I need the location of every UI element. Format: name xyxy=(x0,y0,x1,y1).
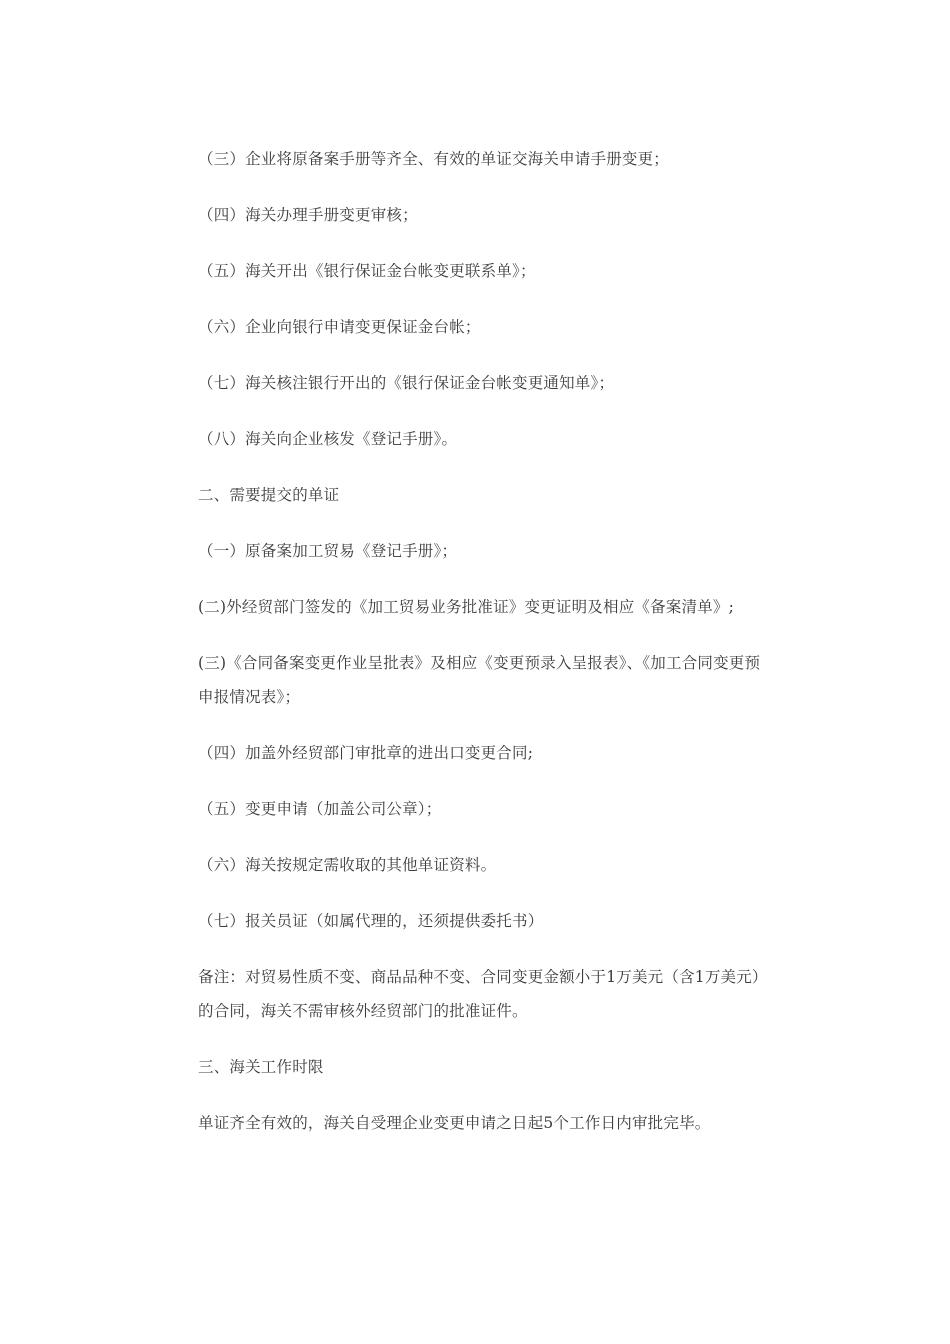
step-7-paragraph: （七）海关核注银行开出的《银行保证金台帐变更通知单》； xyxy=(198,374,615,392)
document-4-paragraph: （四）加盖外经贸部门审批章的进出口变更合同; xyxy=(198,744,534,762)
document-5-paragraph: （五）变更申请（加盖公司公章）； xyxy=(198,800,442,818)
document-2-paragraph: (二)外经贸部门签发的《加工贸易业务批准证》变更证明及相应《备案清单》; xyxy=(198,598,735,616)
document-body xyxy=(198,142,768,1162)
document-1-paragraph: （一）原备案加工贸易《登记手册》； xyxy=(198,542,458,560)
step-6-paragraph: （六）企业向银行申请变更保证金台帐； xyxy=(198,318,481,336)
time-limit-paragraph: 单证齐全有效的，海关自受理企业变更申请之日起5个工作日内审批完毕。 xyxy=(198,1114,711,1132)
section-2-heading: 二、需要提交的单证 xyxy=(198,486,340,504)
section-3-heading: 三、海关工作时限 xyxy=(198,1058,324,1076)
remark-paragraph: 备注：对贸易性质不变、商品品种不变、合同变更金额小于1万美元（含1万美元）的合同，海关不需审核外经贸部门的批准证件。 xyxy=(198,968,768,1020)
step-3-paragraph: （三）企业将原备案手册等齐全、有效的单证交海关申请手册变更； xyxy=(198,150,670,168)
step-4-paragraph: （四）海关办理手册变更审核； xyxy=(198,206,418,224)
document-7-paragraph: （七）报关员证（如属代理的，还须提供委托书） xyxy=(198,912,544,930)
document-6-paragraph: （六）海关按规定需收取的其他单证资料。 xyxy=(198,856,497,874)
step-8-paragraph: （八）海关向企业核发《登记手册》。 xyxy=(198,430,458,448)
document-3-paragraph: (三)《合同备案变更作业呈批表》及相应《变更预录入呈报表》、《加工合同变更预申报情况表》； xyxy=(198,654,761,706)
step-5-paragraph: （五）海关开出《银行保证金台帐变更联系单》； xyxy=(198,262,536,280)
